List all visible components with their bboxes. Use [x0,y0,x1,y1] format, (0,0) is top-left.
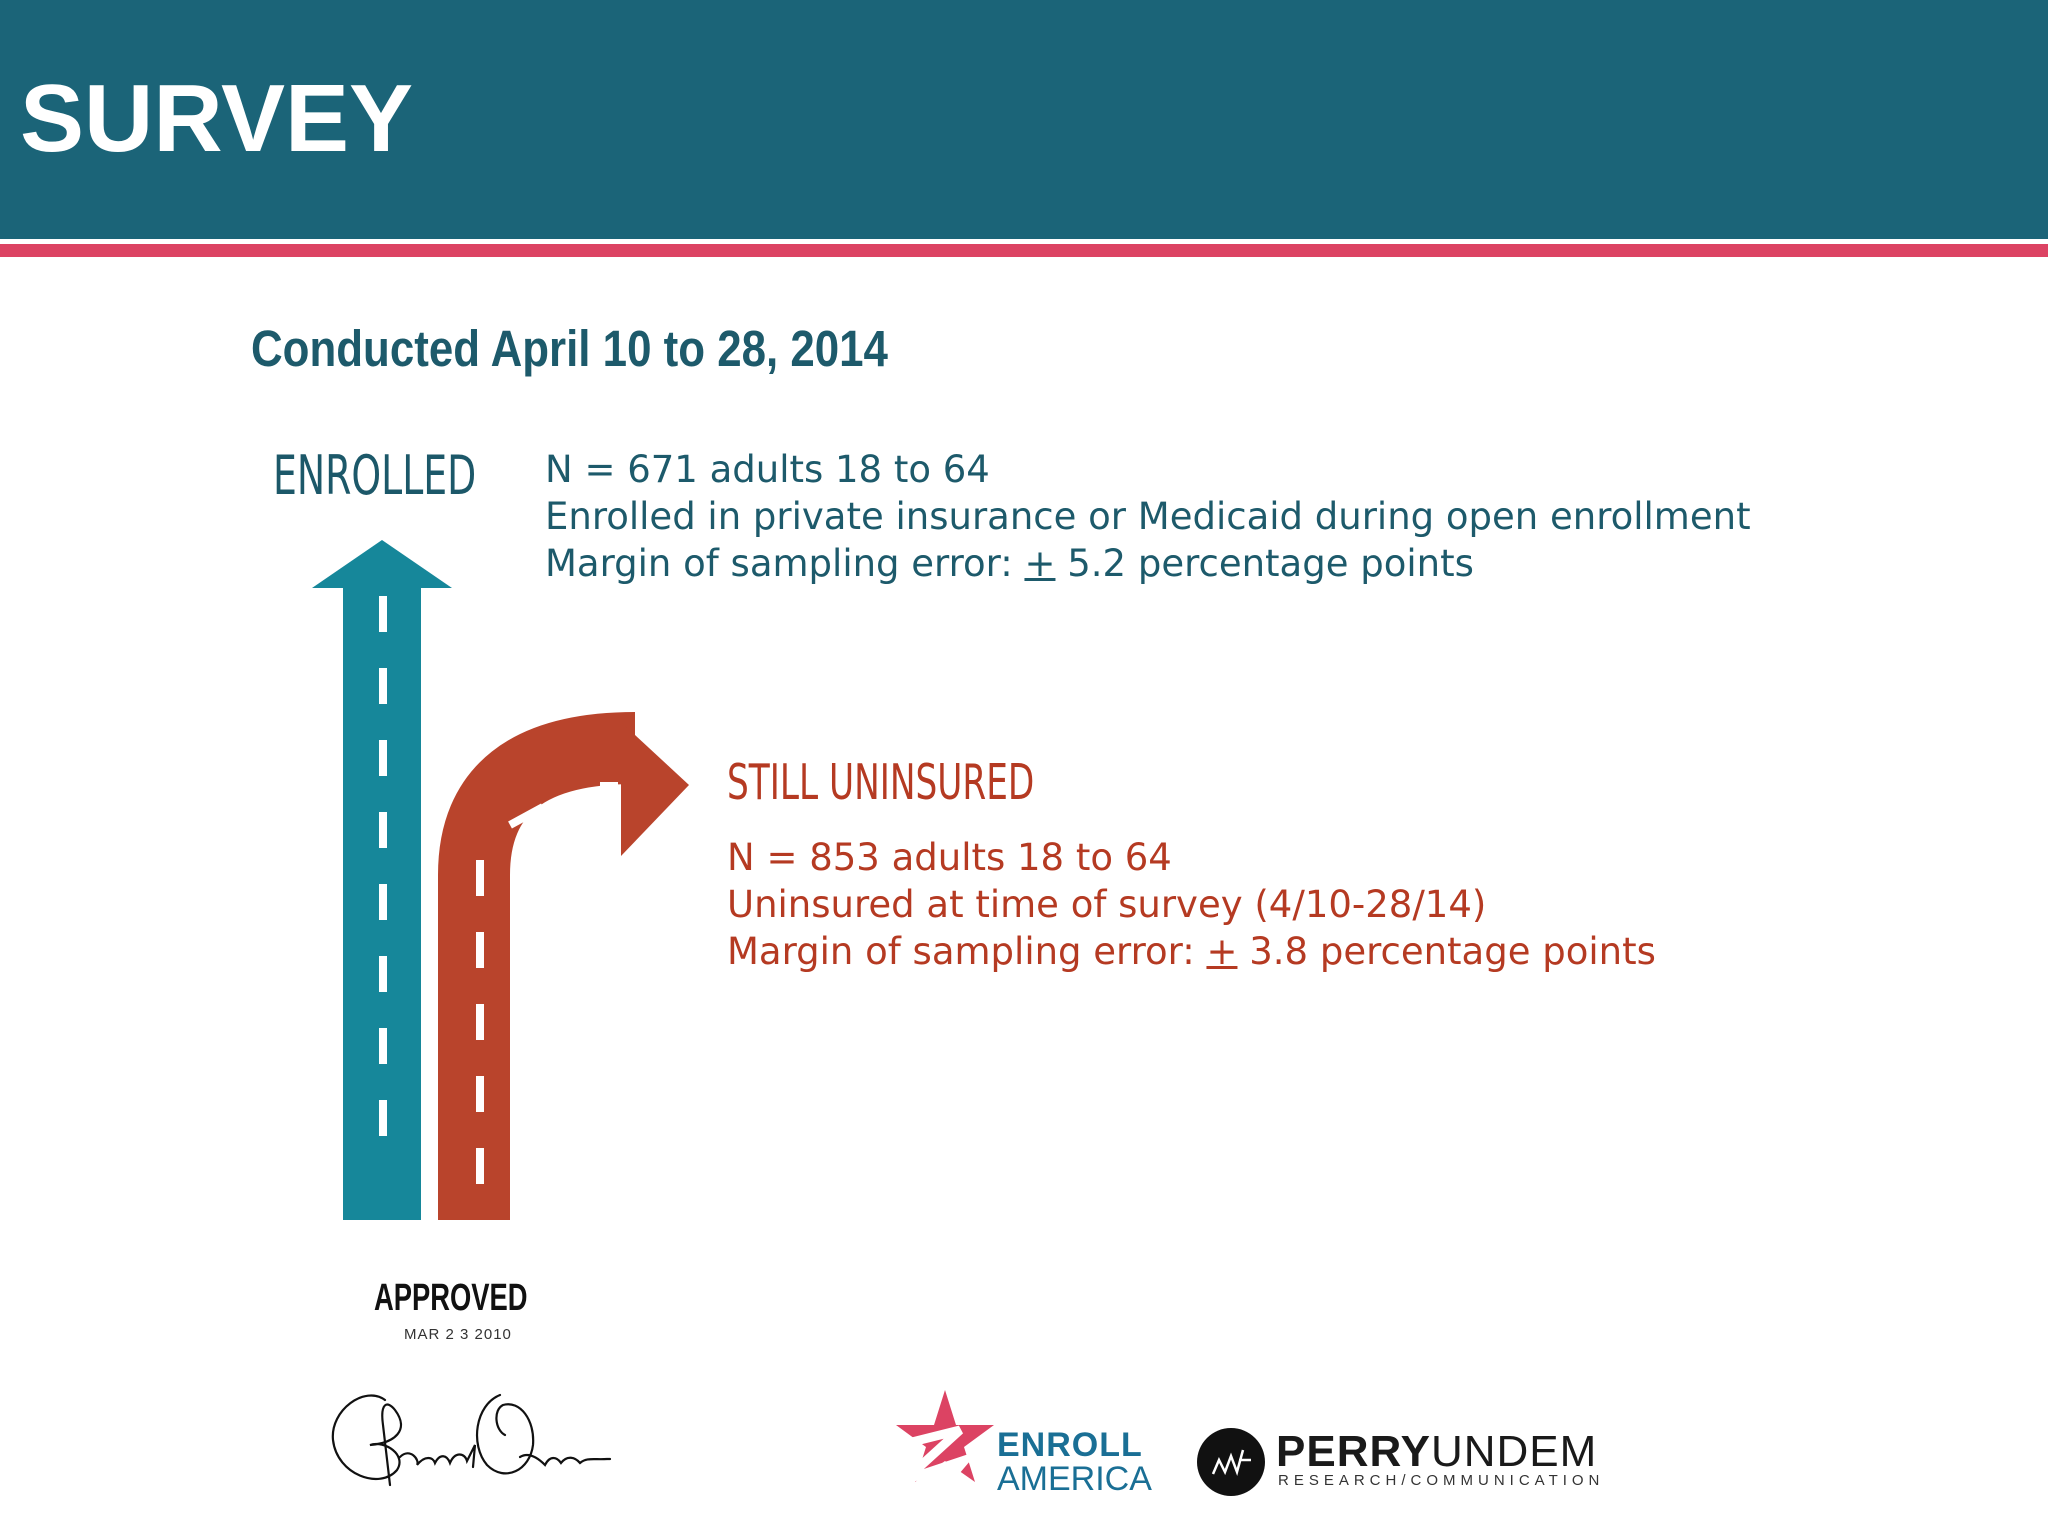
plus-minus-sign: + [1024,542,1056,585]
enroll-america-line1: ENROLL [997,1426,1143,1464]
perry-undem-circle-icon [1195,1426,1267,1498]
uninsured-margin-prefix: Margin of sampling error: [727,930,1207,973]
survey-dates: Conducted April 10 to 28, 2014 [251,320,888,377]
enrolled-details [545,446,1751,587]
plus-minus-sign: + [1206,930,1238,973]
perry-undem-tagline: RESEARCH/COMMUNICATION [1278,1472,1605,1489]
enrolled-margin-prefix: Margin of sampling error: [545,542,1025,585]
enrolled-sample-size: N = 671 adults 18 to 64 [545,448,990,491]
uninsured-road-arrow-icon [474,722,689,1220]
enroll-america-line2: AMERICA [997,1460,1152,1498]
road-arrows-illustration [300,530,700,1225]
enrolled-margin-value: 5.2 percentage points [1055,542,1474,585]
perry-undem-light: UNDEM [1430,1427,1598,1476]
obama-signature [325,1385,625,1500]
enrolled-description: Enrolled in private insurance or Medicaid during open enrollment [545,495,1751,538]
header-divider-red [0,244,2048,257]
approved-date: MAR 2 3 2010 [404,1326,512,1343]
perry-undem-logo-text [1276,1428,1597,1476]
enrolled-road-arrow-icon [312,540,452,1220]
perry-undem-bold: PERRY [1276,1427,1431,1476]
approved-stamp: APPROVED [374,1277,528,1319]
enrolled-margin [545,540,1751,587]
uninsured-description: Uninsured at time of survey (4/10-28/14) [727,883,1487,926]
enrolled-label: ENROLLED [273,444,477,507]
uninsured-label: STILL UNINSURED [727,754,1035,811]
star-logo-icon [890,1385,1000,1520]
enroll-america-logo [997,1428,1152,1496]
uninsured-margin-value: 3.8 percentage points [1237,930,1656,973]
uninsured-details [727,834,1656,975]
page-title: SURVEY [20,65,414,172]
uninsured-margin [727,928,1656,975]
uninsured-sample-size: N = 853 adults 18 to 64 [727,836,1172,879]
